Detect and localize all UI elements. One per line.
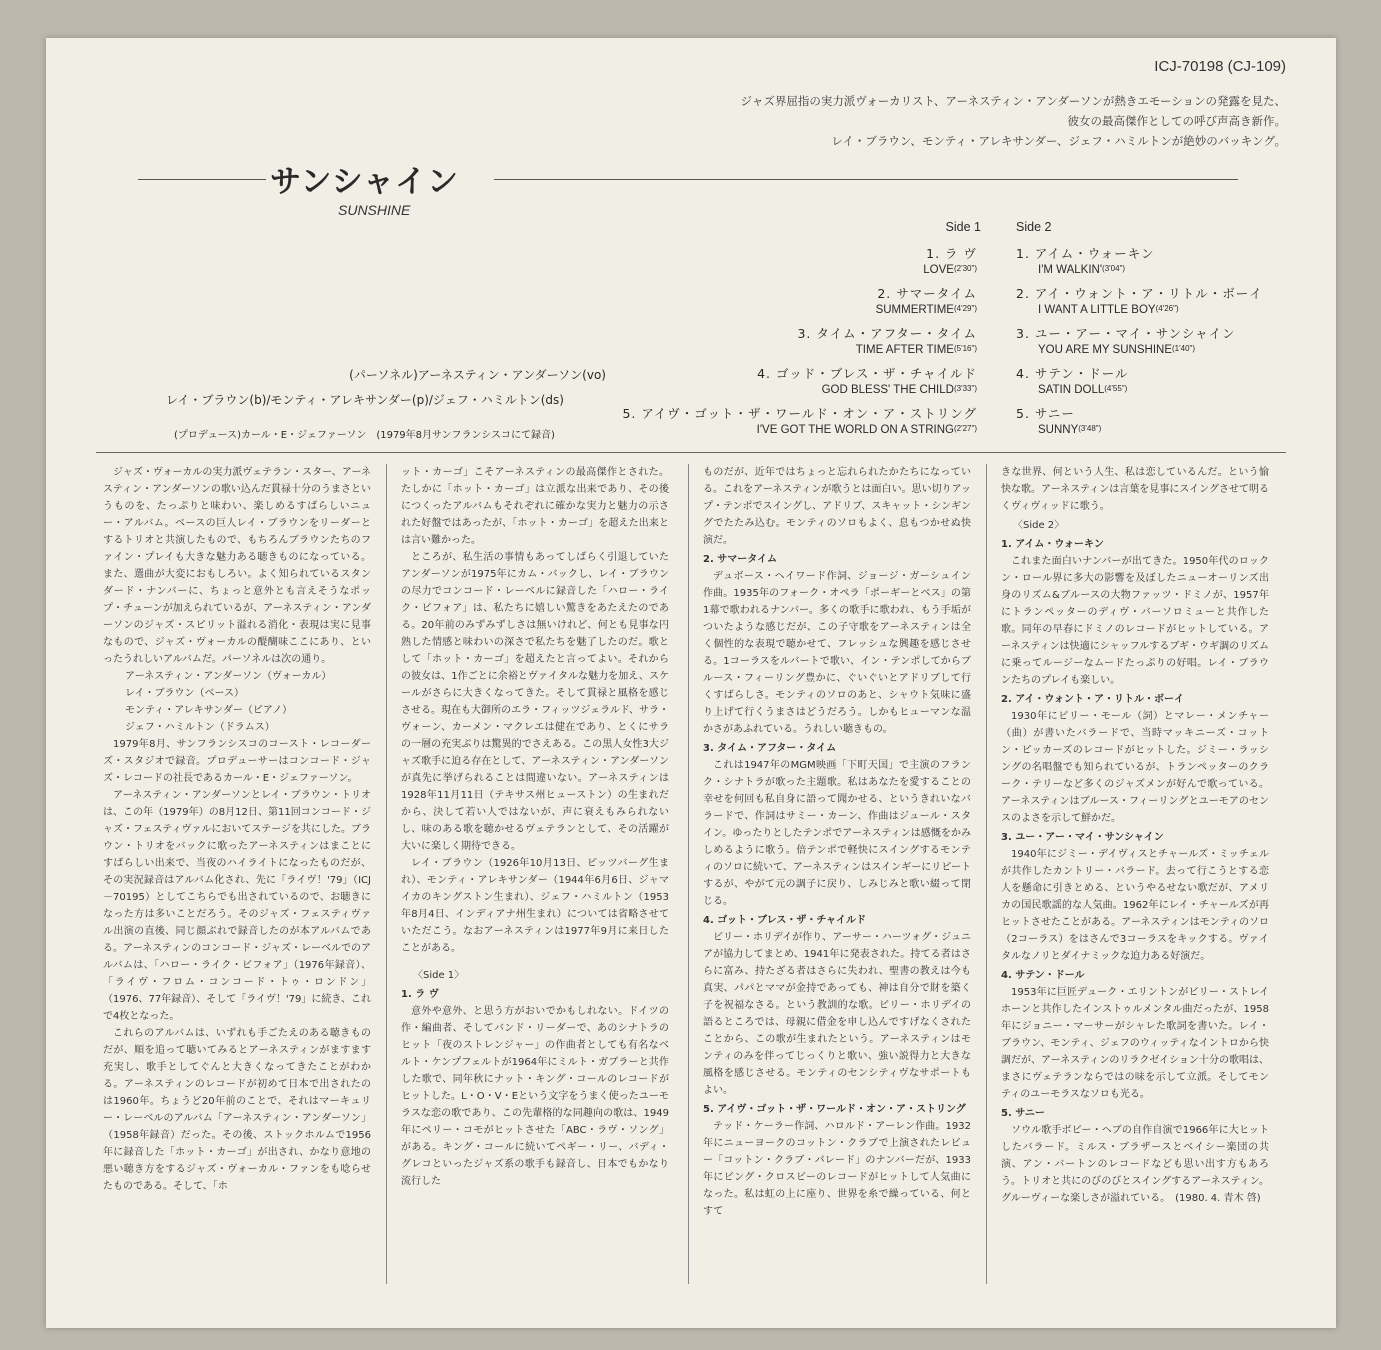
track-duration: (3'33") <box>953 384 977 393</box>
promo-line: 彼女の最高傑作としての呼び声高き新作。 <box>1067 114 1286 128</box>
column-divider <box>986 464 987 1284</box>
track-title-en: I'VE GOT THE WORLD ON A STRING <box>756 424 954 436</box>
side1-track <box>757 364 977 396</box>
side2-track <box>1016 284 1263 316</box>
side2-track <box>1016 324 1236 356</box>
track-duration: (2'30") <box>953 264 977 273</box>
track-title-en: LOVE <box>923 264 954 276</box>
producer-credit: (プロデュース)カール・E・ジェファーソン (1979年8月サンフランシスコにて録音) <box>174 430 555 441</box>
track-title-jp: 2. アイ・ウォント・ア・リトル・ボーイ <box>1016 286 1263 301</box>
paragraph: レイ・ブラウン（1926年10月13日、ピッツバーグ生まれ）、モンティ・アレキサンダー（1944年6月6日、ジャマイカのキングストン生まれ）、ジェフ・ハミルトン（1953年8月4日、インディアナ州生まれ）については省略させていただこう。なおアーネスティンは1977年9月に来日したことがある。 <box>401 858 669 954</box>
paragraph: これらのアルバムは、いずれも手ごたえのある聴きものだが、順を追って聴いてみるとアーネスティンがますます充実し、歌手としてぐんと大きくなってきたことがわかる。アーネスティンのレコードが初めて日本で出されたのは1960年。ちょうど20年前のことで、それはマーキュリー・レーベルのアルバム「アーネスティン・アンダーソン」（1958年録音）だった。その後、ストックホルムで1956年に録音した「ホット・カーゴ」が出され、かなり意地の悪い聴き方をするジャズ・ヴォーカル・ファンをも唸らせたものである。そして、「ホ <box>103 1028 371 1192</box>
side1-heading: Side 1 <box>945 220 981 234</box>
track-title-jp: 4. サテン・ドール <box>1016 366 1129 381</box>
paragraph: これまた面白いナンバーが出てきた。1950年代のロックン・ロール界に多大の影響を及ぼしたニューオーリンズ出身のリズム&ブルースの大物ファッツ・ドミノが、1957年にトランペッターのディヴ・バーソロミューと共作した歌。同年の早春にドミノのレコードがヒットしている。アーネスティンは快適にシャッフルするブギ・ウギ調のリズムに乗ってルージーなムードたっぷりの好唱。レイ・ブラウンたちのプレイも楽しい。 <box>1001 556 1269 686</box>
track-duration: (2'27") <box>953 424 977 433</box>
side-heading: 〈Side 2〉 <box>1013 520 1065 531</box>
track-title-en: I'M WALKIN' <box>1038 264 1103 276</box>
paragraph: 1930年にビリー・モール（詞）とマレー・メンチャー（曲）が書いたバラードで、当時マッキニーズ・コットン・ピッカーズのレコードがヒットした。ジミー・ラッシングの名唱盤でも知られているが、トランペッターのクラーク・テリーなど多くのジャズメンが好んで歌っている。アーネスティンはブルース・フィーリングとユーモアのセンスのよさを示して鮮かだ。 <box>1001 711 1269 824</box>
track-title-jp: 2. サマータイム <box>877 286 977 301</box>
track-heading: 5. アイヴ・ゴット・ザ・ワールド・オン・ア・ストリング <box>703 1104 966 1115</box>
track-heading: 2. サマータイム <box>703 554 778 565</box>
track-title-jp: 1. ラ ヴ <box>926 246 977 261</box>
side1-track <box>923 244 977 276</box>
track-title-en: YOU ARE MY SUNSHINE <box>1038 344 1172 356</box>
track-heading: 2. アイ・ウォント・ア・リトル・ボーイ <box>1001 694 1184 705</box>
section-divider <box>96 452 1286 453</box>
liner-notes-sheet <box>46 38 1336 1328</box>
paragraph: 1940年にジミー・デイヴィスとチャールズ・ミッチェルが共作したカントリー・バラード。去って行こうとする恋人を懸命に引きとめる、というやるせない歌だが、アメリカの国民歌謡的な人気曲。1962年にレイ・チャールズが再ヒットさせたことがある。アーネスティンはモンティのソロ（2コーラス）をはさんで3コーラスをキックする。ヴァイタルなノリとダイナミックな迫力ある好演だ。 <box>1001 849 1269 962</box>
paragraph: テッド・ケーラー作詞、ハロルド・アーレン作曲。1932年にニューヨークのコットン・クラブで上演されたレビュー「コットン・クラブ・パレード」のナンバーだが、1933年にビング・クロスビーのレコードがヒットして人気曲になった。私は虹の上に座り、世界を糸で繰っている、何とすて <box>703 1121 971 1217</box>
side1-track <box>797 324 977 356</box>
side-heading: 〈Side 1〉 <box>413 970 465 981</box>
track-duration: (5'16") <box>953 344 977 353</box>
member-line: レイ・ブラウン（ベース） <box>125 688 244 699</box>
paragraph: ット・カーゴ」こそアーネスティンの最高傑作とされた。たしかに「ホット・カーゴ」は立派な出来であり、その後につくったアルバムもそれぞれに確かな実力と魅力の示された好盤ではあったが、「ホット・カーゴ」を超えた出来とは言い難かった。 <box>401 467 669 546</box>
track-duration: (4'26") <box>1155 304 1179 313</box>
paragraph: ものだが、近年ではちょっと忘れられたかたちになっている。これをアーネスティンが歌うとは面白い。思い切りアップ・テンポでスイングし、アドリブ、スキャット・シンギングでたたみ込む。モンティのソロもよく、息もつかせぬ快演だ。 <box>703 467 971 546</box>
album-title-en: SUNSHINE <box>338 202 411 218</box>
album-title-jp: サンシャイン <box>270 164 460 200</box>
title-rule-right <box>494 179 1238 180</box>
personnel-trio: レイ・ブラウン(b)/モンティ・アレキサンダー(p)/ジェフ・ハミルトン(ds) <box>166 393 564 407</box>
track-duration: (1'40") <box>1172 344 1196 353</box>
member-line: アーネスティン・アンダーソン（ヴォーカル） <box>125 671 332 682</box>
track-heading: 5. サニー <box>1001 1108 1045 1119</box>
member-line: モンティ・アレキサンダー（ピアノ） <box>125 705 293 716</box>
notes-column-3 <box>703 464 971 1284</box>
paragraph: ソウル歌手ボビー・ヘブの自作自演で1966年に大ヒットしたバラード。ミルス・ブラザースとベイシー楽団の共演、アン・バートンのレコードなども思い出す方もあろう。トリオと共にのびのびとスイングするアーネスティン。グルーヴィーな楽しさが溢れている。 (1980. 4. 青木 啓) <box>1001 1125 1269 1204</box>
track-title-en: I WANT A LITTLE BOY <box>1038 304 1156 316</box>
track-title-en: SUMMERTIME <box>875 304 954 316</box>
paragraph: ジャズ・ヴォーカルの実力派ヴェテラン・スター、アーネスティン・アンダーソンの歌い込んだ貫禄十分のうまさというものを、たっぷりと味わい、楽しめるすばらしいニュー・アルバム。ベースの巨人レイ・ブラウンをリーダーとするトリオと共演したもので、もちろんブラウンたちのファイン・プレイも大きな魅力ある聴きものになっている。また、選曲が大変におもしろい。よく知られているスタンダード・ナンバーに、ちょっと意外とも言えそうなポップ・チューンが加えられているが、アーネスティン・アンダーソンのジャズ・スピリット溢れる消化・表現は実に見事なもので、ジャズ・ヴォーカルの醍醐味ここにあり、といったうれしいアルバムだ。パーソネルは次の通り。 <box>103 467 371 665</box>
promo-line: レイ・ブラウン、モンティ・アレキサンダー、ジェフ・ハミルトンが絶妙のバッキング。 <box>831 134 1286 148</box>
paragraph: これは1947年のMGM映画「下町天国」で主演のフランク・シナトラが歌った主題歌。私はあなたを愛することの幸せを何回も私自身に語って聞かせる、というきれいなバラードで、作詞はサミー・カーン、作曲はジュール・スタイン。ゆったりとしたテンポでアーネスティンは感慨をかみしめるように歌う。倍テンポで軽快にスイングするモンティのソロに続いて、アーネスティンはスインギーにリピートするが、やがて元の調子に戻り、しみじみと歌い綴って閉じる。 <box>703 760 971 907</box>
notes-column-1 <box>103 464 371 1284</box>
track-heading: 1. アイム・ウォーキン <box>1001 539 1104 550</box>
track-title-en: TIME AFTER TIME <box>855 344 954 356</box>
track-title-jp: 4. ゴッド・ブレス・ザ・チャイルド <box>757 366 977 381</box>
track-heading: 4. ゴット・ブレス・ザ・チャイルド <box>703 915 867 926</box>
side2-track <box>1016 404 1101 436</box>
side2-track <box>1016 244 1155 276</box>
notes-column-2 <box>401 464 669 1284</box>
catalog-number: ICJ-70198 (CJ-109) <box>1154 58 1286 75</box>
side1-track <box>622 404 977 436</box>
column-divider <box>688 464 689 1284</box>
paragraph: 意外や意外、と思う方がおいでかもしれない。ドイツの作・編曲者、そしてバンド・リーダーで、あのシナトラのヒット「夜のストレンジャー」の作曲者としても有名なベルト・ケンプフェルトが1964年にミルト・ガブラーと共作した歌で、同年秋にナット・キング・コールのレコードがヒットした。L・O・V・Eという文字をうまく使ったユーモラスな恋の歌であり、この先輩格的な同趣向の歌は、1949年にペリー・コモがヒットさせた「ABC・ラヴ・ソング」がある。キング・コールに続いてペギー・リー、バディ・グレコといったジャズ系の歌手も録音し、日本でもかなり流行した <box>401 1006 669 1187</box>
personnel-vocalist: (パーソネル)アーネスティン・アンダーソン(vo) <box>349 368 606 382</box>
track-title-jp: 5. サニー <box>1016 406 1075 421</box>
track-title-en: SUNNY <box>1038 424 1079 436</box>
track-heading: 4. サテン・ドール <box>1001 970 1085 981</box>
track-heading: 3. タイム・アフター・タイム <box>703 743 837 754</box>
track-heading: 3. ユー・アー・マイ・サンシャイン <box>1001 832 1164 843</box>
track-title-jp: 3. ユー・アー・マイ・サンシャイン <box>1016 326 1236 341</box>
promo-text <box>586 91 1286 151</box>
promo-line: ジャズ界屈指の実力派ヴォーカリスト、アーネスティン・アンダーソンが熱きエモーションの発露を見た、 <box>740 94 1286 108</box>
track-duration: (4'29") <box>953 304 977 313</box>
track-heading: 1. ラ ヴ <box>401 989 439 1000</box>
track-title-jp: 5. アイヴ・ゴット・ザ・ワールド・オン・ア・ストリング <box>622 406 977 421</box>
paragraph: ところが、私生活の事情もあってしばらく引退していたアンダーソンが1975年にカム・バックし、レイ・ブラウンの尽力でコンコード・レーベルに録音した「ハロー・ライク・ビフォア」は、私たちに嬉しい驚きをあたえたのである。20年前のみずみずしさは無いけれど、何とも見事な円熟した情感と味わいの深さで私たちを魅了したのだ。歌として「ホット・カーゴ」を超えたと言ってよい。それからの彼女は、1作ごとに余裕とヴァイタルな魅力を加え、スケールがさらに大きくなってきた。そして貫禄と風格を感じさせる。現在も大御所のエラ・フィッツジェラルド、サラ・ヴォーン、カーメン・マクレエは健在であり、とくにサラの一層の充実ぶりは驚異的でさえある。この黒人女性3大ジャズ歌手に迫る存在として、アーネスティン・アンダーソンが真先に挙げられることは間違いない。アーネスティンは1928年11月11日（テキサス州ヒューストン）の生まれだから、決して若い人ではないが、声に衰えもみられないし、味のある歌を聴かせるヴェテランとして、その活躍が大いに楽しく期待できる。 <box>401 552 669 852</box>
side2-track <box>1016 364 1129 396</box>
side2-heading: Side 2 <box>1016 220 1052 234</box>
track-duration: (4'55") <box>1104 384 1128 393</box>
paragraph: きな世界、何という人生、私は恋しているんだ。という愉快な歌。アーネスティンは言葉を見事にスイングさせて明るくヴィヴィッドに歌う。 <box>1001 467 1269 512</box>
paragraph: 1953年に巨匠デューク・エリントンがビリー・ストレイホーンと共作したインストゥルメンタル曲だったが、1958年にジョニー・マーサーがシャレた歌詞を書いた。レイ・ブラウン、モンティ、ジェフのウィッティなイントロから快調だが、アーネスティンのリラクゼイション十分の歌唱は、まさにヴェテランならではの味を示して立派。そしてモンティのユーモラスなソロも光る。 <box>1001 987 1269 1100</box>
member-line: ジェフ・ハミルトン（ドラムス） <box>125 722 275 733</box>
track-title-en: SATIN DOLL <box>1038 384 1105 396</box>
paragraph: ビリー・ホリデイが作り、アーサー・ハーツォグ・ジュニアが協力してまとめ、1941年に発表された。持てる者はさらに富み、持たざる者はさらに失われ、聖書の教えは今も真実、パパとママが金持であっても、神は自分で財を築く子を祝福なさる。という教訓的な歌。ビリー・ホリデイの語るところでは、母親に借金を申し込んですげなくされたことから、この歌が生まれたという。アーネスティンはモンティのみを伴ってじっくりと歌い、強い説得力と大きな風格を感じさせる。モンティのセンシティヴなサポートもよい。 <box>703 932 971 1096</box>
track-duration: (3'48") <box>1078 424 1102 433</box>
notes-column-4 <box>1001 464 1269 1284</box>
paragraph: アーネスティン・アンダーソンとレイ・ブラウン・トリオは、この年（1979年）の8月12日、第11回コンコード・ジャズ・フェスティヴァルにおいてステージを共にした。ブラウン・トリオをバックに歌ったアーネスティンはまことにすばらしい出来で、当夜のハイライトになったものだが、その実況録音はアルバム化され、先に「ライヴ！'79」（ICJ－70195）としてこちらでも出されているので、お聴きになった方は多いことだろう。そのジャズ・フェスティヴァル出演の直後、同じ顔ぶれで録音したのが本アルバムである。アーネスティンのコンコード・ジャズ・レーベルでのアルバムは、「ハロー・ライク・ビフォア」（1976年録音）、「ライヴ・フロム・コンコード・トゥ・ロンドン」（1976、77年録音）、そして「ライヴ！'79」に続き、これで4枚となった。 <box>103 790 371 1022</box>
paragraph: 1979年8月、サンフランシスコのコースト・レコーダーズ・スタジオで録音。プロデューサーはコンコード・ジャズ・レコードの社長であるカール・E・ジェファーソン。 <box>103 739 371 784</box>
paragraph: デュボース・ヘイワード作詞、ジョージ・ガーシュイン作曲。1935年のフォーク・オペラ「ポーギーとベス」の第1幕で歌われるナンバー。多くの歌手に歌われ、もう手垢がついたような感じだが、この子守歌をアーネスティンは全く個性的な表現で聴かせて、フレッシュな興趣を感じさせる。1コーラスをルバートで歌い、イン・テンポしてからブルース・フィーリング豊かに、ぐいぐいとアドリブして行くすばらしさ。モンティのソロのあと、シャウト気味に盛り上げて行くうまさはどうだろう。しかもヒューマンな温かさがあふれている。うれしい聴きもの。 <box>703 571 971 735</box>
side1-track <box>876 284 977 316</box>
track-title-en: GOD BLESS' THE CHILD <box>821 384 954 396</box>
track-title-jp: 1. アイム・ウォーキン <box>1016 246 1155 261</box>
track-title-jp: 3. タイム・アフター・タイム <box>797 326 977 341</box>
column-divider <box>386 464 387 1284</box>
title-rule-left <box>138 179 266 180</box>
track-duration: (3'04") <box>1102 264 1126 273</box>
